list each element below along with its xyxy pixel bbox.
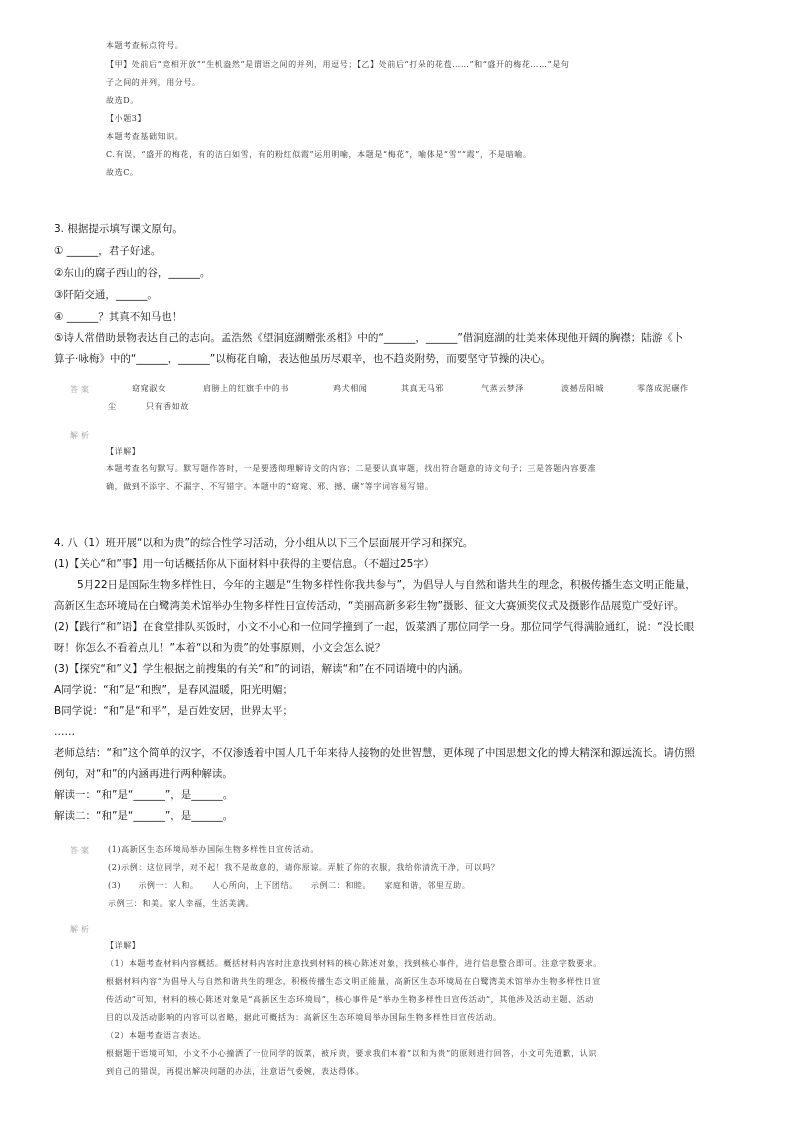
text-line: 故选C。: [106, 168, 139, 177]
answer-label: 答案: [70, 385, 92, 394]
detail-title: 【详解】: [106, 941, 141, 950]
reading-1: 解读一：“和”是“______”，是______。: [54, 789, 234, 801]
answer-item: 尘: [108, 402, 117, 411]
answer-line: (1)高新区生态环境局举办国际生物多样性日宣传活动。: [108, 845, 319, 854]
question-item: ②东山的腐子西山的谷，______。: [54, 267, 211, 279]
detail-line: 确，做到不添字、不漏字、不写错字。本题中的“窈窕、邪、撼、碾”等字词容易写错。: [106, 482, 434, 491]
answer-label: 答案: [70, 846, 92, 855]
question-item: ④ ______？其真不知马也！: [54, 311, 183, 323]
text-line: C.有误，“盛开的梅花，有的洁白如雪，有的粉红似霞”运用明喻，本题是“梅花”，喻体是“雪”“霞”，不是暗喻。: [106, 150, 532, 159]
text-line: 子之间的并列，用分号。: [106, 78, 201, 87]
text-line: 本题考查标点符号。: [106, 41, 184, 50]
ellipsis: ……: [54, 726, 75, 738]
question-part: (2)【践行“和”语】在食堂排队买饭时，小文不小心和一位同学撞到了一起，饭菜洒了那位同学一身。那位同学气得满脸通红，说：“没长眼: [54, 621, 695, 633]
answer-row: [0, 401, 794, 415]
reading-2: 解读二：“和”是“______”，是______。: [54, 810, 234, 822]
text-line: 【甲】处前后“竞相开放”“生机盎然”是谓语之间的并列，用逗号；【乙】处前后“打朵的花苞……”和“盛开的梅花……”是句: [106, 60, 570, 69]
detail-line: 本题考查名句默写。默写题作答时，一是要透彻理解诗文的内容；二是要认真审题，找出符合题意的诗文句子；三是答题内容要准: [106, 464, 597, 473]
answer-line: 示例三：和美。家人幸福，生活美满。: [108, 899, 255, 908]
detail-line: 根据材料内容“为倡导人与自然和谐共生的理念，积极传播生态文明正能量，高新区生态环境局在白鹭湾美术馆举办生物多样性日宣: [106, 977, 601, 986]
question-title: 4. 八（1）班开展“以和为贵”的综合性学习活动，分小组从以下三个层面展开学习和探究。: [54, 537, 474, 549]
question-item: ⑤诗人常借助景物表达自己的志向。孟浩然《望洞庭湖赠张丞相》中的“______，______”借洞庭湖的壮美来体现他开阔的胸襟；陆游《卜: [54, 332, 684, 344]
analysis-label: 解析: [70, 925, 92, 934]
example-a: A同学说：“和”是“和煦”，是春风温暖，阳光明媚；: [54, 684, 293, 696]
answer-item: 肩膀上的红旗手中的书: [203, 384, 289, 393]
text-line: 本题考查基础知识。: [106, 132, 184, 141]
example-b: B同学说：“和”是“和平”，是百姓安居，世界太平；: [54, 705, 293, 717]
question-title: 3. 根据提示填写课文原句。: [54, 223, 183, 235]
detail-line: （1）本题考查材料内容概括。概括材料内容时注意找到材料的核心陈述对象，找到核心事件，进行信息整合即可。注意字数要求。: [106, 959, 602, 968]
analysis-label: 解析: [70, 431, 92, 440]
material-line: 5月22日是国际生物多样性日，今年的主题是“生物多样性你我共参与”，为倡导人与自然和谐共生的理念，积极传播生态文明正能量，: [77, 579, 696, 591]
question-item: ③阡陌交通，______。: [54, 289, 158, 301]
text-line: 【小题3】: [106, 114, 147, 123]
detail-line: （2）本题考查语言表达。: [106, 1031, 207, 1040]
detail-line: 到自己的错误，再提出解决问题的办法，注意语气委婉，表达得体。: [106, 1067, 364, 1076]
answer-line: (2)示例：这位同学，对不起！我不是故意的，请你原谅。弄脏了你的衣服，我给你清洗干净，可以吗？: [108, 863, 500, 872]
detail-title: 【详解】: [106, 447, 141, 456]
answer-item: 其真无马邪: [401, 384, 444, 393]
material-line: 高新区生态环境局在白鹭湾美术馆举办生物多样性日宣传活动，“美丽高新多彩生物”摄影、征文大赛颁奖仪式及摄影作品展览广受好评。: [54, 600, 685, 612]
question-part: (1)【关心“和”事】用一句话概括你从下面材料中获得的主要信息。（不超过25字）: [54, 558, 435, 570]
answer-item: 气蒸云梦泽: [481, 384, 524, 393]
question-item: 算子·咏梅》中的“______，______”以梅花自喻，表达他虽历尽艰辛，也不趋炎附势，而要坚守节操的决心。: [54, 353, 552, 365]
teacher-line: 老师总结：“和”这个简单的汉字，不仅渗透着中国人几千年来待人接物的处世智慧，更体现了中国思想文化的博大精深和源远流长。请仿照: [54, 747, 695, 759]
detail-line: 传活动”可知，材料的核心陈述对象是“高新区生态环境局”，核心事件是“举办生物多样性日宣传活动”，其他涉及活动主题、活动: [106, 995, 594, 1004]
question-part: (3)【探究“和”义】学生根据之前搜集的有关“和”的词语，解读“和”在不同语境中的内涵。: [54, 663, 470, 675]
teacher-line: 例句，对“和”的内涵再进行两种解读。: [54, 768, 233, 780]
answer-item: 只有香如故: [146, 402, 189, 411]
text-line: 故选D。: [106, 96, 139, 105]
answer-item: 波撼岳阳城: [561, 384, 604, 393]
question-part: 呀！你怎么不看着点儿！”本着“以和为贵”的处事原则，小文会怎么说？: [54, 642, 386, 654]
answer-line: (3) 示例一：人和。 人心所向，上下团结。 示例二：和睦。 家庭和谐，邻里互助。: [108, 881, 471, 890]
detail-line: 根据题干语境可知，小文不小心撞洒了一位同学的饭菜，被斥责，要求我们本着“以和为贵”的原则进行回答，小文可先道歉，认识: [106, 1049, 597, 1058]
answer-row: [0, 383, 794, 397]
detail-line: 目的以及活动影响的内容可以省略，据此可概括为：高新区生态环境局举办国际生物多样性日宣传活动。: [106, 1013, 502, 1022]
answer-item: 鸡犬相闻: [333, 384, 368, 393]
answer-item: 零落成泥碾作: [637, 384, 689, 393]
question-item: ① ______，君子好逑。: [54, 245, 162, 257]
answer-item: 窈窕淑女: [132, 384, 167, 393]
